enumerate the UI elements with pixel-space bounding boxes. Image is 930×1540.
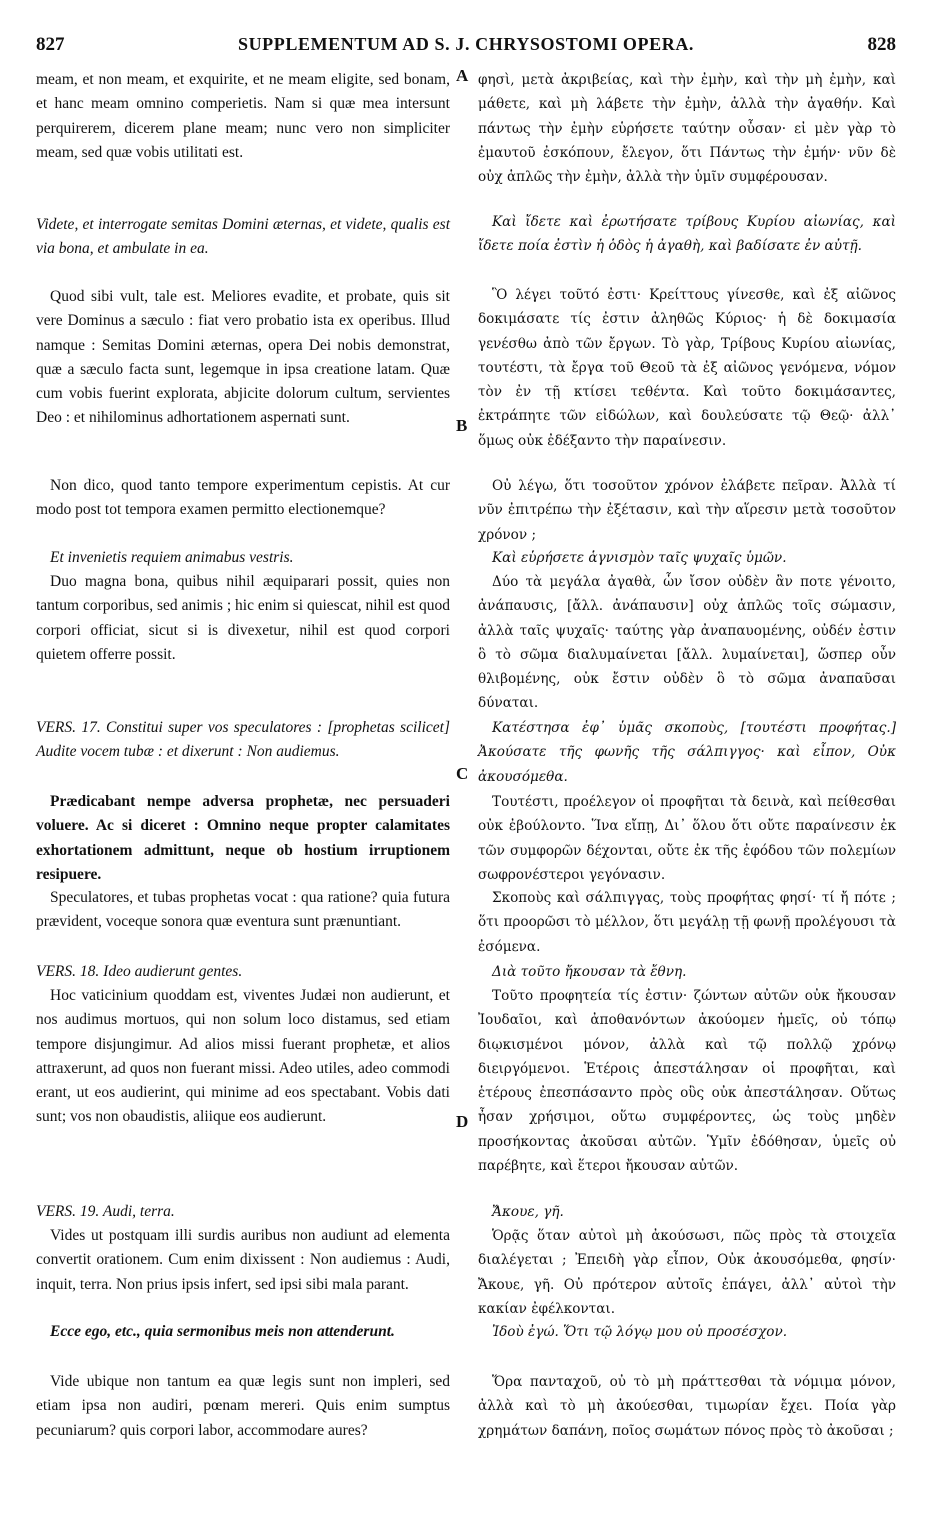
page-number-left: 827 [36,34,65,55]
latin-paragraph: Vides ut postquam illi surdis auribus non audiunt ad elementa convertit orationem. Cum enim dixissent : Non audiemus : Audi, inquit, terra. Non prius ipsis infert, sed ipsi sibi mala parant. [36,1227,450,1293]
page-number-right: 828 [867,34,896,55]
margin-letter-a: A [456,66,469,85]
greek-scripture-quote: Διὰ τοῦτο ἤκουσαν τὰ ἔθνη. [492,964,687,980]
greek-scripture-quote: Ἄκουε, γῆ. [492,1204,564,1220]
verse-heading-18: VERS. 18. Ideo audierunt gentes. [36,963,243,980]
latin-paragraph: Vide ubique non tantum ea quæ legis sunt non impleri, sed etiam ipsa non audiri, pœnam mereri. Quis enim sumptus pecuniarum? quis corpori labor, accommodare aures? [36,1373,450,1439]
verse-heading-19: VERS. 19. Audi, terra. [36,1203,175,1220]
greek-paragraph: Ὁρᾷς ὅταν αὐτοὶ μὴ ἀκούσωσι, πῶς πρὸς τὰ στοιχεῖα διαλέγεται ; Ἐπειδὴ γὰρ εἶπον, Οὐκ ἀκουσόμεθα, φησίν· Ἄκουε, γῆ. Οὐ πρότερον αὐτοῖς ἐπάγει, ἀλλ᾽ αὐτοὶ τὴν κακίαν ἐφέλκονται. [478,1228,896,1317]
verse-heading-17: VERS. 17. Constitui super vos speculatores : [prophetas scilicet] Audite vocem tubæ : et dixerunt : Non audiemus. [36,719,450,761]
greek-paragraph: Δύο τὰ μεγάλα ἀγαθὰ, ὧν ἴσον οὐδὲν ἂν ποτε γένοιτο, ἀνάπαυσις, [ἄλλ. ἀνάπαυσιν] οὐχ ἁπλῶς τοῖς σώμασιν, ἀλλὰ ταῖς ψυχαῖς· ταύτης γὰρ ἀναπαυομένης, οὐδέν ἐστιν ὃ τὸ σῶμα διαλυμαίνεται [ἄλλ. λυμαίνεται], ὥσπερ οὖν θλιβομένης, οὐκ ἔστιν οὐδὲν ὃ τὸ σῶμα ἀναπαῦσαι δύναται. [478,574,896,712]
latin-paragraph: Speculatores, et tubas prophetas vocat : qua ratione? quia futura prævident, voceque sonora quæ eventura sunt prænuntiant. [36,889,450,931]
greek-scripture-quote: Ἰδοὺ ἐγώ. Ὅτι τῷ λόγῳ μου οὐ προσέσχον. [492,1324,788,1340]
greek-paragraph: Οὐ λέγω, ὅτι τοσοῦτον χρόνον ἐλάβετε πεῖραν. Ἀλλὰ τί νῦν ἐπιτρέπω τὴν ἐξέτασιν, καὶ τὴν αἵρεσιν μετὰ τοσοῦτον χρόνον ; [478,478,896,543]
greek-paragraph: φησὶ, μετὰ ἀκριβείας, καὶ τὴν ἐμὴν, καὶ τὴν μὴ ἐμὴν, καὶ μάθετε, καὶ μὴ λάβετε τὴν ἐμὴν, ἀλλὰ τὴν ἀγαθήν. Καὶ πάντως τὴν ἐμὴν εὑρήσετε ταύτην οὖσαν· εἰ μὲν γὰρ τὸ ἐμαυτοῦ ἐσκόπουν, ἔλεγον, ὅτι Πάντως τὴν ἐμήν· νῦν δὲ οὐχ ἁπλῶς τὴν ἐμὴν, ἀλλὰ τὴν ὑμῖν συμφέρουσαν. [478,72,896,186]
latin-scripture-quote: Et invenietis requiem animabus vestris. [50,549,294,566]
greek-paragraph: Τουτέστι, προέλεγον οἱ προφῆται τὰ δεινὰ, καὶ πείθεσθαι οὐκ ἐβούλοντο. Ἵνα εἴπῃ, Δι᾽ ὅλου ὅτι οὔτε παραίνεσιν ἐκ τῶν συμφορῶν δέχονται, οὔτε ἐκ τῆς ἐφόδου τῶν πολεμίων σωφρονέστεροι γεγόνασιν. [478,794,896,883]
latin-scripture-quote: Ecce ego, etc., quia sermonibus meis non attenderunt. [50,1323,395,1340]
running-title: SUPPLEMENTUM AD S. J. CHRYSOSTOMI OPERA. [237,34,695,54]
margin-letter-d: D [456,1112,469,1131]
latin-paragraph: Prædicabant nempe adversa prophetæ, nec persuaderi voluere. Ac si diceret : Omnino neque propter calamitates exhortationem admittunt, neque ob hostium irruptionem resipuere. [36,793,450,883]
margin-letter-c: C [456,764,469,783]
running-header [36,34,896,62]
greek-scripture-quote: Καὶ ἴδετε καὶ ἐρωτήσατε τρίβους Κυρίου αἰωνίας, καὶ ἴδετε ποία ἐστὶν ἡ ὁδὸς ἡ ἀγαθὴ, καὶ βαδίσατε ἐν αὐτῇ. [478,214,896,255]
margin-letter-b: B [456,416,468,435]
greek-scripture-quote: Καὶ εὑρήσετε ἁγνισμὸν ταῖς ψυχαῖς ὑμῶν. [492,550,787,566]
latin-scripture-quote: Videte, et interrogate semitas Domini æternas, et videte, qualis est via bona, et ambulate in ea. [36,216,450,258]
greek-paragraph: Τοῦτο προφητεία τίς ἐστιν· ζώντων αὐτῶν οὐκ ἤκουσαν Ἰουδαῖοι, καὶ ἀποθανόντων ἀκούομεν ἡμεῖς, οὐ τόπῳ διῳκισμένοι μόνον, ἀλλὰ καὶ τῷ πολλῷ χρόνῳ διειργόμενοι. Ἑτέροις ἀπεστάλησαν οἱ προφῆται, καὶ ἑτέρους ἐπεσπάσαντο πρὸς οὓς οὐκ ἀπεστάλησαν. Οὕτως ἦσαν χρήσιμοι, οὕτω συμφέροντες, ὡς τοὺς μηδὲν προσήκοντας ἀκοῦσαι αὐτῶν. Ὑμῖν ἐδόθησαν, ὑμεῖς οὐ παρέβητε, καὶ ἕτεροι ἤκουσαν αὐτῶν. [478,988,896,1175]
latin-paragraph: Quod sibi vult, tale est. Meliores evadite, et probate, quis sit vere Dominus a sæculo : fiat vero probatio ista ex operibus. Illud namque : Semitas Domini æternas, opera Dei nobis demonstrat, quæ a sæculo facta sunt, legemque in ipsa creatione latam. Quæ cum vobis fuerint explorata, abjicite dolorum cultum, servientes Deo : et nihilominus adhortationem aspernati sunt. [36,288,450,427]
latin-paragraph: meam, et non meam, et exquirite, et ne meam eligite, sed bonam, et hanc meam omnino comperietis. Nam si quæ mea intersunt perquirerem, dicerem plane meam; nunc vero non simpliciter meam, sed quæ vobis utilitati est. [36,71,450,161]
greek-paragraph: Σκοποὺς καὶ σάλπιγγας, τοὺς προφήτας φησί· τί ἤ πότε ; ὅτι προορῶσι τὸ μέλλον, ὅτι μεγάλῃ τῇ φωνῇ προλέγουσι τὰ ἐσόμενα. [478,890,896,955]
latin-paragraph: Duo magna bona, quibus nihil æquiparari possit, quies non tantum corporibus, sed animis ; hic enim si quiescat, nihil est quod corpori officiat, sicut si is divexetur, nihil est quod corpori quietem offerre possit. [36,573,450,663]
greek-paragraph: Ὅρα πανταχοῦ, οὐ τὸ μὴ πράττεσθαι τὰ νόμιμα μόνον, ἀλλὰ καὶ τὸ μὴ ἀκούεσθαι, τιμωρίαν ἔχει. Ποία γὰρ χρημάτων δαπάνη, ποῖος σωμάτων πόνος πρὸς τὸ ἀκοῦσαι ; [478,1374,896,1439]
latin-paragraph: Hoc vaticinium quoddam est, viventes Judæi non audierunt, et nos audimus mortuos, qui non solum loco distamus, sed etiam tempore disjungimur. Ad alios missi fuerant prophetæ, et alios attraxerunt, ad quos non fuerant missi. Adeo utiles, adeo commodi erant, ut eos audierint, qui minime ad eos spectabant. Vobis dati sunt; vos non obaudistis, aliique eos audierunt. [36,987,450,1126]
greek-scripture-quote: Κατέστησα ἐφ᾽ ὑμᾶς σκοποὺς, [τουτέστι προφήτας.] Ἀκούσατε τῆς φωνῆς τῆς σάλπιγγος· καὶ εἶπον, Οὐκ ἀκουσόμεθα. [478,720,896,785]
greek-paragraph: Ὃ λέγει τοῦτό ἐστι· Κρείττους γίνεσθε, καὶ ἐξ αἰῶνος δοκιμάσατε τίς ἐστιν ἀληθῶς Κύριος· ἡ δὲ δοκιμασία γενέσθω ἀπὸ τῶν ἔργων. Τὸ γὰρ, Τρίβους Κυρίου αἰωνίας, τουτέστι, τὰ ἔργα τοῦ Θεοῦ τὰ ἐξ αἰῶνος γενόμενα, νόμον τὸν ἐν τῇ κτίσει τεθέντα. Καὶ τοῦτο δοκιμάσαντες, ἐκτράπητε τῶν εἰδώλων, καὶ δουλεύσατε τῷ Θεῷ· ἀλλ᾽ ὅμως οὐκ ἐδέξαντο τὴν παραίνεσιν. [478,287,896,449]
latin-paragraph: Non dico, quod tanto tempore experimentum cepistis. At cur modo post tot tempora examen permitto electionemque? [36,477,450,519]
